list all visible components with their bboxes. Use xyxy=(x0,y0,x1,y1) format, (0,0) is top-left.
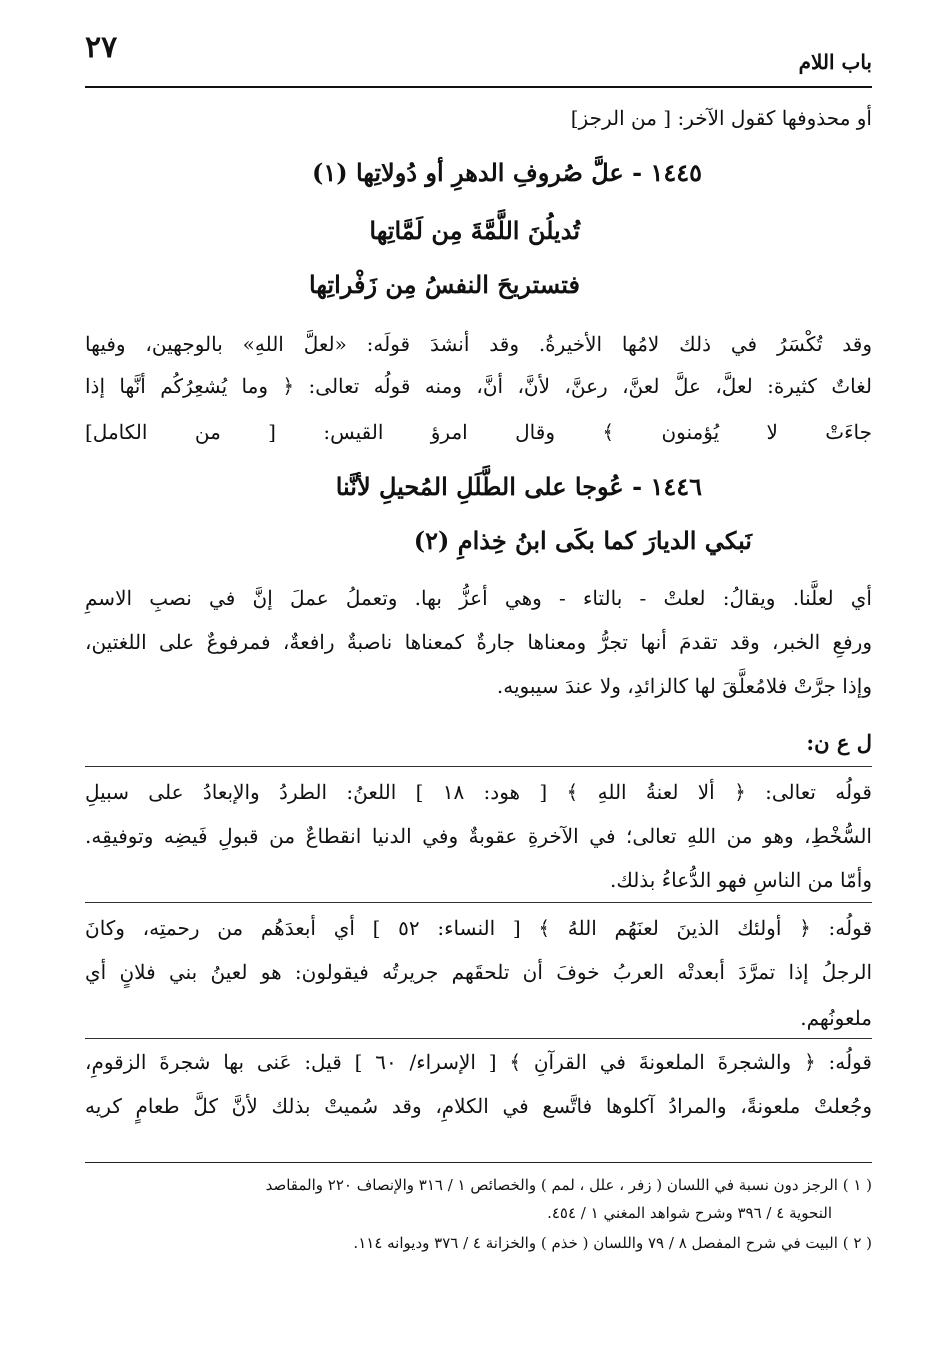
para-3-line-3: وأمّا من الناسِ فهو الدُّعاءُ بذلك. xyxy=(609,868,872,892)
para-5-line-2: وجُعلتْ ملعونةً، والمرادُ آكلوها فاتَّسع في الكلامِ، وقد سُميتْ بذلك لأنَّ كلَّ طعامٍ كريه xyxy=(85,1094,872,1118)
verse-1445-line-2: تُديلُنَ اللَّمَّةَ مِن لَمَّاتِها xyxy=(369,216,580,245)
para-4-line-1: قولُه: ﴿ أولئك الذينَ لعنَهُم اللهُ ﴾ [ النساء: ٥٢ ] أي أبعدَهُم من رحمتِه، وكانَ xyxy=(85,916,873,940)
intro-line: أو محذوفها كقول الآخر: [ من الرجز] xyxy=(570,106,872,130)
para-1-line-2: لغاتٌ كثيرة: لعلَّ، علَّ لعنَّ، رعنَّ، لأنَّ، أنَّ، ومنه قولُه تعالى: ﴿ وما يُشعِرُكُم أنَّها إذا xyxy=(85,374,872,398)
footnote-2: ( ٢ ) البيت في شرح المفصل ٨ / ٧٩ واللسان ( خذم ) والخزانة ٤ / ٣٧٦ وديوانه ١١٤. xyxy=(353,1234,872,1252)
para-2-line-3: وإذا جرَّتْ فلامُعلَّقَ لها كالزائدِ، ولا عندَ سيبويه. xyxy=(496,674,872,698)
paragraph-separator-2 xyxy=(85,1038,872,1039)
verse-1446-line-1: ١٤٤٦ - عُوجا على الطَّلَلِ المُحيلِ لأنَّنا xyxy=(335,472,702,501)
footnote-1-line-2: النحوية ٤ / ٣٩٦ وشرح شواهد المغني ١ / ٤٥٤. xyxy=(547,1204,832,1222)
para-4-line-2: الرجلُ إذا تمرَّدَ أبعدتْه العربُ خوفَ أن تلحقَهم جريرتُه فيقولون: هو لعينُ بني فلانٍ أي xyxy=(85,960,873,984)
page-header xyxy=(85,30,872,86)
page-number: ٢٧ xyxy=(85,30,118,65)
paragraph-separator-1 xyxy=(85,902,872,903)
verse-1445-line-1: ١٤٤٥ - علَّ صُروفِ الدهرِ أو دُولاتِها (١) xyxy=(312,158,702,187)
header-rule xyxy=(85,86,872,88)
para-4-line-3: ملعونُهم. xyxy=(800,1006,872,1030)
para-3-line-1: قولُه تعالى: ﴿ ألا لعنةُ اللهِ ﴾ [ هود: ١٨ ] اللعنُ: الطردُ والإبعادُ على سبيلِ xyxy=(85,780,872,804)
section-separator xyxy=(85,766,872,767)
section-heading: ل ع ن: xyxy=(806,730,872,755)
para-5-line-1: قولُه: ﴿ والشجرةَ الملعونةَ في القرآنِ ﴾ [ الإسراء/ ٦٠ ] قيل: عَنى بها شجرةَ الزقومِ، xyxy=(85,1050,872,1074)
chapter-title: باب اللام xyxy=(798,50,872,74)
para-2-line-2: ورفعِ الخبر، وقد تقدمَ أنها تجرُّ ومعناها جارةٌ كمعناها ناصبةٌ رافعةٌ، فمرفوعٌ على اللغتين، xyxy=(85,630,872,654)
footnote-1-line-1: ( ١ ) الرجز دون نسبة في اللسان ( زفر ، علل ، لمم ) والخصائص ١ / ٣١٦ والإنصاف ٢٢٠ والمقاصد xyxy=(265,1176,872,1194)
para-3-line-2: السُّخْطِ، وهو من اللهِ تعالى؛ في الآخرةِ عقوبةٌ وفي الدنيا انقطاعٌ من قبولِ فَيضِه وتوفيقِه. xyxy=(85,824,872,848)
verse-1446-line-2: نَبكي الديارَ كما بكَى ابنُ خِذامِ (٢) xyxy=(413,526,752,555)
footnote-rule xyxy=(85,1162,872,1163)
para-2-line-1: أي لعلَّنا. ويقالُ: لعلتْ - بالتاء - وهي أعزُّ بها. وتعملُ عملَ إنَّ في نصبِ الاسمِ xyxy=(85,586,872,610)
para-1-line-1: وقد تُكْسَرُ في ذلك لامُها الأخيرةُ. وقد أنشدَ قولَه: «لعلَّ اللهِ» بالوجهين، وفيها xyxy=(85,332,872,356)
verse-1445-line-3: فتستريحَ النفسُ مِن زَفْراتِها xyxy=(309,270,580,299)
para-1-line-3: جاءَتْ لا يُؤمنون ﴾ وقال امرؤ القيس: [ من الكامل] xyxy=(85,420,872,444)
